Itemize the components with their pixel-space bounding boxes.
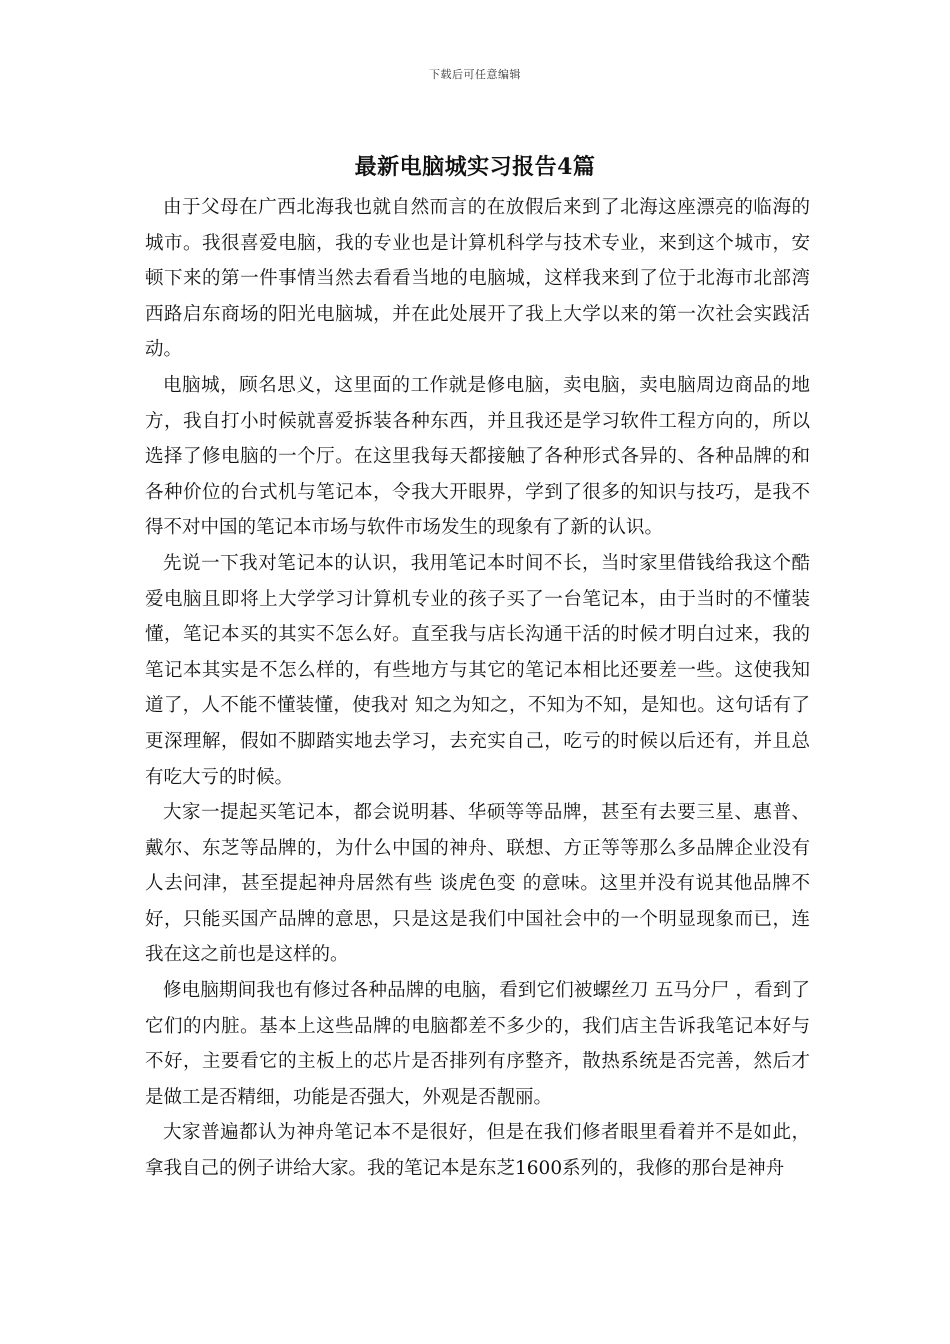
paragraph-3: 先说一下我对笔记本的认识，我用笔记本时间不长，当时家里借钱给我这个酷爱电脑且即将上大学学习计算机专业的孩子买了一台笔记本，由于当时的不懂装懂，笔记本买的其实不怎么好。直至我与店长沟通干活的时候才明白过来，我的笔记本其实是不怎么样的，有些地方与其它的笔记本相比还要差一些。这使我知道了，人不能不懂装懂，使我对 知之为知之，不知为不知，是知也。这句话有了更深理解，假如不脚踏实地去学习，去充实自己，吃亏的时候以后还有，并且总有吃大亏的时候。: [145, 552, 810, 788]
paragraph-2: 电脑城，顾名思义，这里面的工作就是修电脑，卖电脑，卖电脑周边商品的地方，我自打小时候就喜爱拆装各种东西，并且我还是学习软件工程方向的，所以选择了修电脑的一个厅。在这里我每天都接触了各种形式各异的、各种品牌的和各种价位的台式机与笔记本，令我大开眼界，学到了很多的知识与技巧，是我不得不对中国的笔记本市场与软件市场发生的现象有了新的认识。: [145, 374, 810, 539]
paragraph-1: 由于父母在广西北海我也就自然而言的在放假后来到了北海这座漂亮的临海的城市。我很喜爱电脑，我的专业也是计算机科学与技术专业，来到这个城市，安顿下来的第一件事情当然去看看当地的电脑城，这样我来到了位于北海市北部湾西路启东商场的阳光电脑城，并在此处展开了我上大学以来的第一次社会实践活动。: [145, 197, 810, 361]
header-note: 下载后可任意编辑: [429, 68, 521, 81]
document-title: 最新电脑城实习报告4篇: [354, 154, 596, 180]
paragraph-4: 大家一提起买笔记本，都会说明碁、华硕等等品牌，甚至有去要三星、惠普、戴尔、东芝等品牌的，为什么中国的神舟、联想、方正等等那么多品牌企业没有人去问津，甚至提起神舟居然有些 谈虎色变 的意味。这里并没有说其他品牌不好，只能买国产品牌的意思，只是这是我们中国社会中的一个明显现象而已，连我在这之前也是这样的。: [145, 802, 810, 966]
paragraph-5: 修电脑期间我也有修过各种品牌的电脑，看到它们被螺丝刀 五马分尸 ，看到了它们的内脏。基本上这些品牌的电脑都差不多少的，我们店主告诉我笔记本好与不好，主要看它的主板上的芯片是否排列有序整齐，散热系统是否完善，然后才是做工是否精细，功能是否强大，外观是否靓丽。: [145, 980, 810, 1108]
document-body: [145, 190, 810, 1187]
paragraph-6: 大家普遍都认为神舟笔记本不是很好，但是在我们修者眼里看着并不是如此，拿我自己的例子讲给大家。我的笔记本是东芝1600系列的，我修的那台是神舟: [145, 1122, 810, 1180]
